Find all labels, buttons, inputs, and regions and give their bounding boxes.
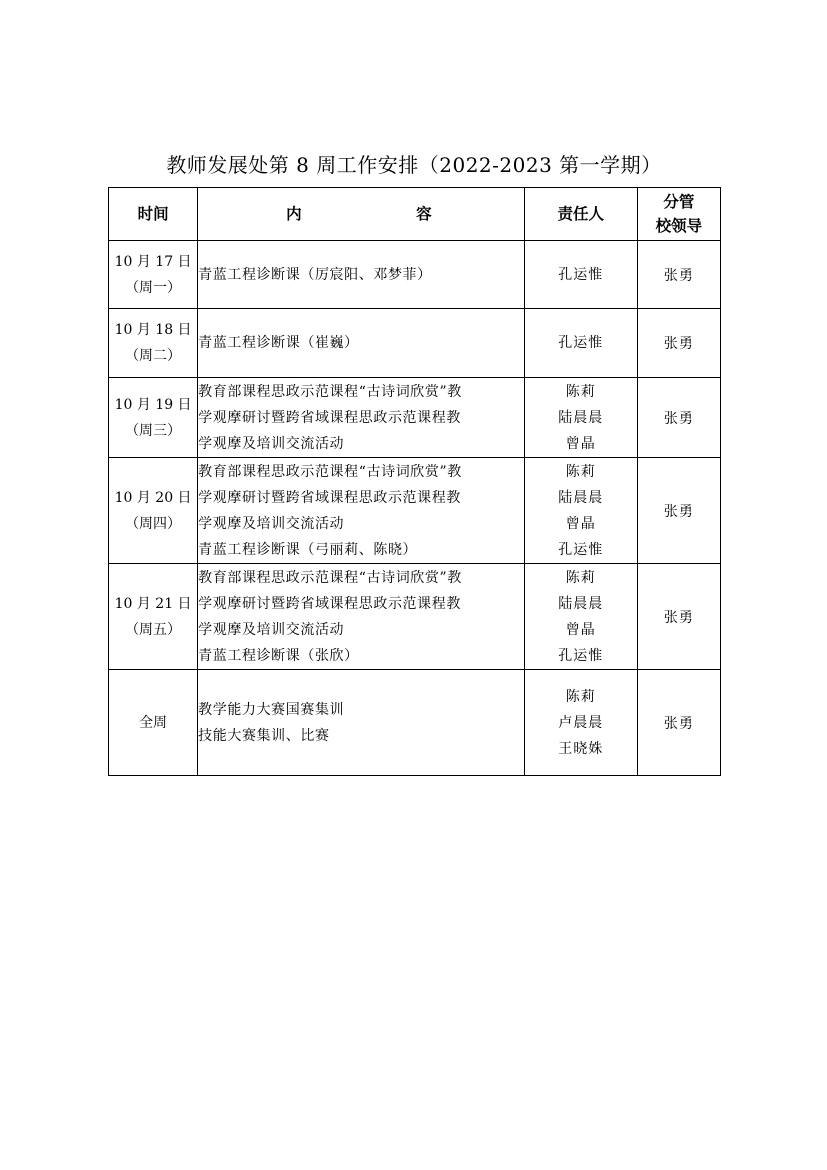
leader-cell: 张勇: [637, 378, 720, 458]
header-leader-line2: 校领导: [655, 217, 703, 235]
content-line: 技能大赛集训、比赛: [198, 727, 330, 744]
date-text: 10 月 18 日: [114, 322, 192, 338]
responsible-name: 陈莉: [565, 463, 596, 480]
weekday-text: （周二）: [125, 348, 182, 364]
content-line: 青蓝工程诊断课（张欣）: [198, 647, 359, 664]
responsible-name: 孔运惟: [558, 647, 604, 664]
responsible-cell: [524, 458, 637, 564]
responsible-name: 陈莉: [565, 569, 596, 586]
time-cell: [109, 378, 198, 458]
weekday-text: （周四）: [125, 515, 182, 532]
date-text: 10 月 20 日: [114, 489, 192, 506]
responsible-name: 孔运惟: [558, 266, 604, 283]
responsible-cell: [524, 564, 637, 670]
content-cell: [198, 458, 525, 564]
date-text: 全周: [139, 714, 168, 731]
content-line: 学观摩研讨暨跨省域课程思政示范课程教: [198, 409, 461, 426]
responsible-name: 曾晶: [565, 515, 596, 532]
content-line: 青蓝工程诊断课（弓丽莉、陈晓）: [198, 541, 418, 558]
responsible-name: 王晓姝: [558, 740, 604, 757]
table-row: [109, 309, 721, 378]
leader-cell: 张勇: [637, 670, 720, 776]
leader-cell: 张勇: [637, 241, 720, 309]
content-line: 教育部课程思政示范课程“古诗词欣赏”教: [198, 383, 462, 400]
weekday-text: （周五）: [125, 621, 182, 638]
table-row: [109, 670, 721, 776]
date-text: 10 月 19 日: [114, 396, 192, 413]
header-responsible: 责任人: [524, 188, 637, 241]
responsible-name: 曾晶: [565, 435, 596, 452]
content-cell: [198, 564, 525, 670]
content-line: 学观摩及培训交流活动: [198, 435, 345, 452]
header-leader-line1: 分管: [663, 193, 695, 211]
responsible-name: 陆晨晨: [558, 409, 604, 426]
table-row: [109, 458, 721, 564]
weekday-text: （周一）: [125, 279, 182, 296]
content-cell: [198, 241, 525, 309]
schedule-table: [108, 187, 721, 776]
responsible-name: 陆晨晨: [558, 489, 604, 506]
content-line: 教育部课程思政示范课程“古诗词欣赏”教: [198, 569, 462, 586]
responsible-name: 卢晨晨: [558, 714, 604, 731]
time-cell: [109, 670, 198, 776]
table-header-row: [109, 188, 721, 241]
content-line: 青蓝工程诊断课（崔巍）: [198, 335, 359, 351]
header-leader: [637, 188, 720, 241]
date-text: 10 月 21 日: [114, 595, 192, 612]
content-line: 教学能力大赛国赛集训: [198, 701, 345, 718]
time-cell: [109, 309, 198, 378]
page-title: 教师发展处第 8 周工作安排（2022-2023 第一学期）: [166, 153, 662, 177]
responsible-cell: [524, 309, 637, 378]
responsible-name: 孔运惟: [558, 541, 604, 558]
table-row: [109, 378, 721, 458]
content-line: 学观摩研讨暨跨省域课程思政示范课程教: [198, 489, 461, 506]
responsible-cell: [524, 378, 637, 458]
content-line: 教育部课程思政示范课程“古诗词欣赏”教: [198, 463, 462, 480]
responsible-name: 曾晶: [565, 621, 596, 638]
leader-cell: 张勇: [637, 458, 720, 564]
time-cell: [109, 241, 198, 309]
responsible-name: 陆晨晨: [558, 595, 604, 612]
content-line: 学观摩及培训交流活动: [198, 515, 345, 532]
content-cell: [198, 309, 525, 378]
leader-cell: 张勇: [637, 309, 720, 378]
time-cell: [109, 458, 198, 564]
content-line: 青蓝工程诊断课（厉宸阳、邓梦菲）: [198, 266, 432, 283]
responsible-cell: [524, 241, 637, 309]
header-time: 时间: [109, 188, 198, 241]
content-cell: [198, 670, 525, 776]
content-line: 学观摩及培训交流活动: [198, 621, 345, 638]
table-row: [109, 241, 721, 309]
leader-cell: 张勇: [637, 564, 720, 670]
header-content-right: 容: [416, 205, 432, 223]
weekday-text: （周三）: [125, 422, 182, 439]
responsible-cell: [524, 670, 637, 776]
content-line: 学观摩研讨暨跨省域课程思政示范课程教: [198, 595, 461, 612]
header-content: [198, 188, 525, 241]
responsible-name: 陈莉: [565, 688, 596, 705]
header-content-left: 内: [286, 205, 302, 223]
date-text: 10 月 17 日: [114, 253, 192, 270]
table-row: [109, 564, 721, 670]
responsible-name: 孔运惟: [558, 335, 604, 351]
time-cell: [109, 564, 198, 670]
responsible-name: 陈莉: [565, 383, 596, 400]
content-cell: [198, 378, 525, 458]
